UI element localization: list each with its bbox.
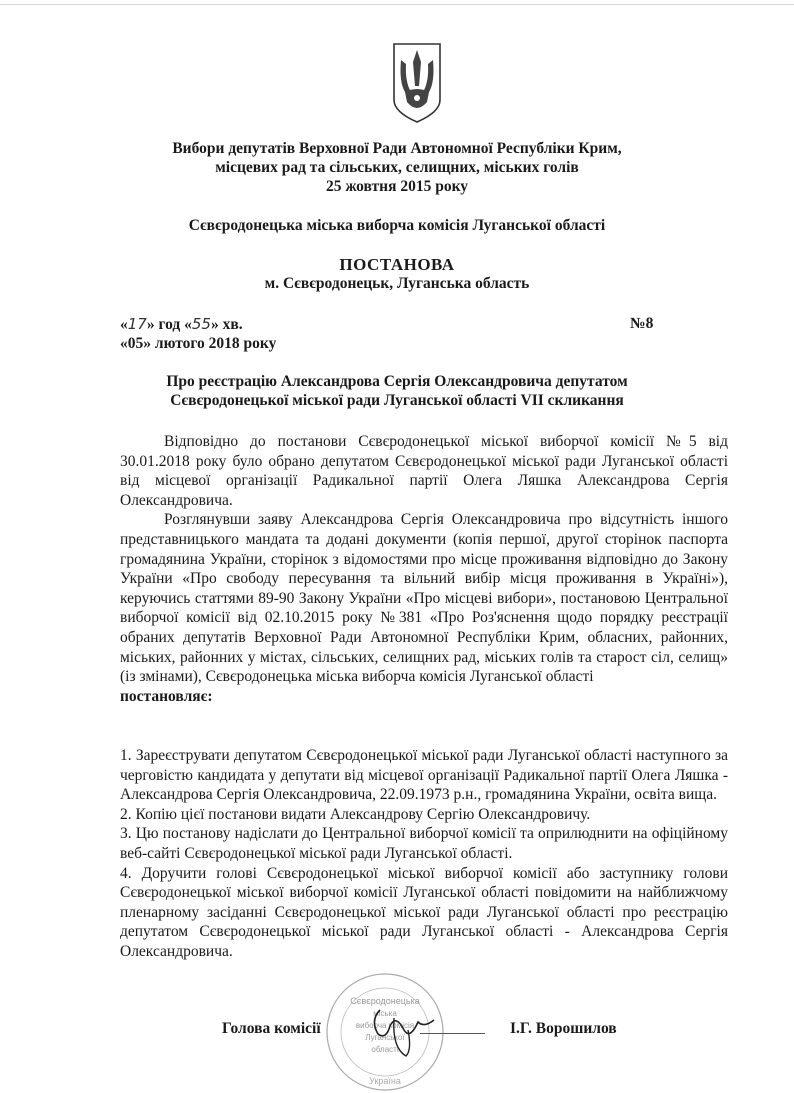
time-and-date	[120, 315, 276, 353]
handwritten-minute: 55	[191, 315, 211, 333]
svg-text:Україна: Україна	[369, 1076, 401, 1086]
document-location: м. Сєвєродонецьк, Луганська область	[264, 275, 530, 292]
svg-text:Луганської: Луганської	[365, 1033, 405, 1042]
elections-title-line-1: Вибори депутатів Верховної Ради Автономної Республіки Крим,	[172, 140, 622, 157]
scan-edge-line	[0, 4, 794, 5]
resolution-item-1: 1. Зареєструвати депутатом Сєвєродонецької міської ради Луганської області наступного за черговістю кандидата у депутати від місцевої організації Радикальної партії Олега Ляшка - Александрова Сергія Олександровича, 22.09.1973 р.н., громадянина України, освіта вища.	[120, 747, 728, 804]
elections-title-line-3: 25 жовтня 2015 року	[325, 178, 469, 195]
subject-line-2: Сєвєродонецької міської ради Луганської області VII скликання	[170, 392, 624, 409]
svg-text:міська: міська	[373, 1009, 397, 1018]
time-prefix: «	[120, 316, 128, 333]
resolution-item-3: 3. Цю постанову надіслати до Центральної виборчої комісії та оприлюднити на офіційному веб-сайті Сєвєродонецької міської ради Луганської області.	[120, 825, 728, 862]
elections-title-line-2: місцевих рад та сільських, селищних, міських голів	[215, 159, 579, 176]
document-number: №8	[630, 315, 654, 332]
official-stamp-icon	[320, 970, 450, 1093]
hour-label: » год «	[146, 316, 192, 333]
signature-line	[420, 1033, 485, 1034]
handwritten-hour: 17	[127, 315, 147, 333]
svg-text:виборча комісія: виборча комісія	[355, 1021, 415, 1030]
svg-text:Сєвєродонецька: Сєвєродонецька	[350, 996, 420, 1006]
paragraph-2: Розглянувши заяву Александрова Сергія Олександровича про відсутність іншого представницького мандата та додані документи (копія першої, другої сторінок паспорта громадянина України, сторінок з відомостями про місце проживання відповідно до Закону України «Про свободу пересування та вільний вибір місця проживання в Україні»), керуючись статтями 89-90 Закону України «Про місцеві вибори», постановою Центральної виборчої комісії від 02.10.2015 року №381 «Про Роз'яснення щодо порядку реєстрації обраних депутатів Верховної Ради Автономної Республіки Крим, обласних, районних, міських, районних у містах, сільських, селищних рад, міських голів та старост сіл, селищ» (із змінами), Сєвєродонецька міська виборча комісія Луганської області	[120, 511, 728, 686]
resolution-item-4: 4. Доручити голові Сєвєродонецької міської виборчої комісії або заступнику голови Сєвєродонецької міської виборчої комісії Луганської області повідомити на найближчому пленарному засіданні Сєвєродонецької міської ради Луганської області про реєстрацію депутатом Сєвєродонецької міської ради Луганської області - Александрова Сергія Олександровича.	[120, 864, 728, 960]
signatory-role: Голова комісії	[222, 1020, 321, 1037]
resolves-label: постановляє:	[120, 687, 213, 705]
minute-label: » хв.	[210, 316, 243, 333]
elections-title	[0, 139, 794, 196]
time-line	[120, 315, 276, 334]
paragraph-1: Відповідно до постанови Сєвєродонецької міської виборчої комісії №5 від 30.01.2018 року було обрано депутатом Сєвєродонецької міської ради Луганської області від місцевої організації Радикальної партії Олега Ляшка Александрова Сергія Олександровича.	[120, 433, 728, 509]
commission-name: Сєвєродонецька міська виборча комісія Луганської області	[188, 217, 606, 234]
svg-text:області: області	[371, 1045, 399, 1054]
signatory-name: І.Г. Ворошилов	[510, 1020, 617, 1037]
document-subject	[0, 372, 794, 410]
document-date: «05» лютого 2018 року	[120, 335, 277, 352]
document-type: ПОСТАНОВА	[339, 255, 455, 274]
resolution-item-2: 2. Копію цієї постанови видати Александрову Сергію Олександровичу.	[120, 805, 591, 823]
coat-of-arms-icon	[391, 42, 443, 124]
resolutions-list	[120, 746, 728, 962]
document-body	[120, 432, 728, 706]
subject-line-1: Про реєстрацію Александрова Сергія Олександровича депутатом	[166, 373, 628, 390]
